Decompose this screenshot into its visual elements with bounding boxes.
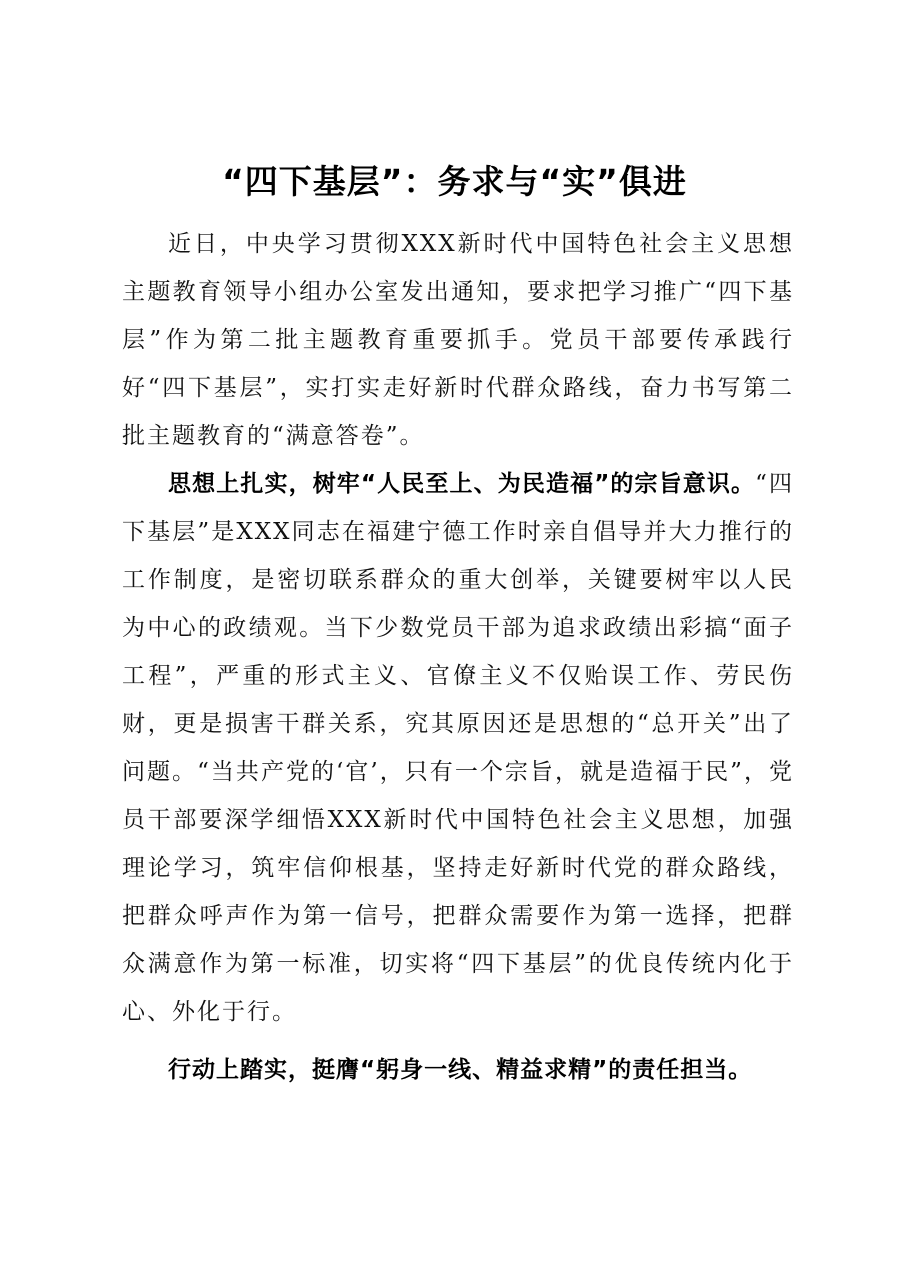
document-body — [122, 220, 794, 1094]
document-title: “四下基层”：务求与“实”俱进 — [222, 162, 687, 201]
paragraph-thought — [122, 460, 794, 1036]
paragraph-intro — [122, 220, 794, 460]
paragraph-thought-heading: 思想上扎实，树牢“人民至上、为民造福”的宗旨意识。 — [168, 471, 756, 497]
paragraph-action-heading: 行动上踏实，挺膺“躬身一线、精益求精”的责任担当。 — [168, 1057, 753, 1083]
paragraph-intro-text: 近日，中央学习贯彻XXX新时代中国特色社会主义思想主题教育领导小组办公室发出通知，要求把学习推广“四下基层”作为第二批主题教育重要抓手。党员干部要传承践行好“四下基层”，实打实走好新时代群众路线，奋力书写第二批主题教育的“满意答卷”。 — [122, 231, 794, 449]
paragraph-thought-text: “四下基层”是XXX同志在福建宁德工作时亲自倡导并大力推行的工作制度，是密切联系群众的重大创举，关键要树牢以人民为中心的政绩观。当下少数党员干部为追求政绩出彩搞“面子工程”，严重的形式主义、官僚主义不仅贻误工作、劳民伤财，更是损害干群关系，究其原因还是思想的“总开关”出了问题。“当共产党的‘官’，只有一个宗旨，就是造福于民”，党员干部要深学细悟XXX新时代中国特色社会主义思想，加强理论学习，筑牢信仰根基，坚持走好新时代党的群众路线，把群众呼声作为第一信号，把群众需要作为第一选择，把群众满意作为第一标准，切实将“四下基层”的优良传统内化于心、外化于行。 — [122, 471, 794, 1025]
paragraph-action — [122, 1046, 794, 1094]
